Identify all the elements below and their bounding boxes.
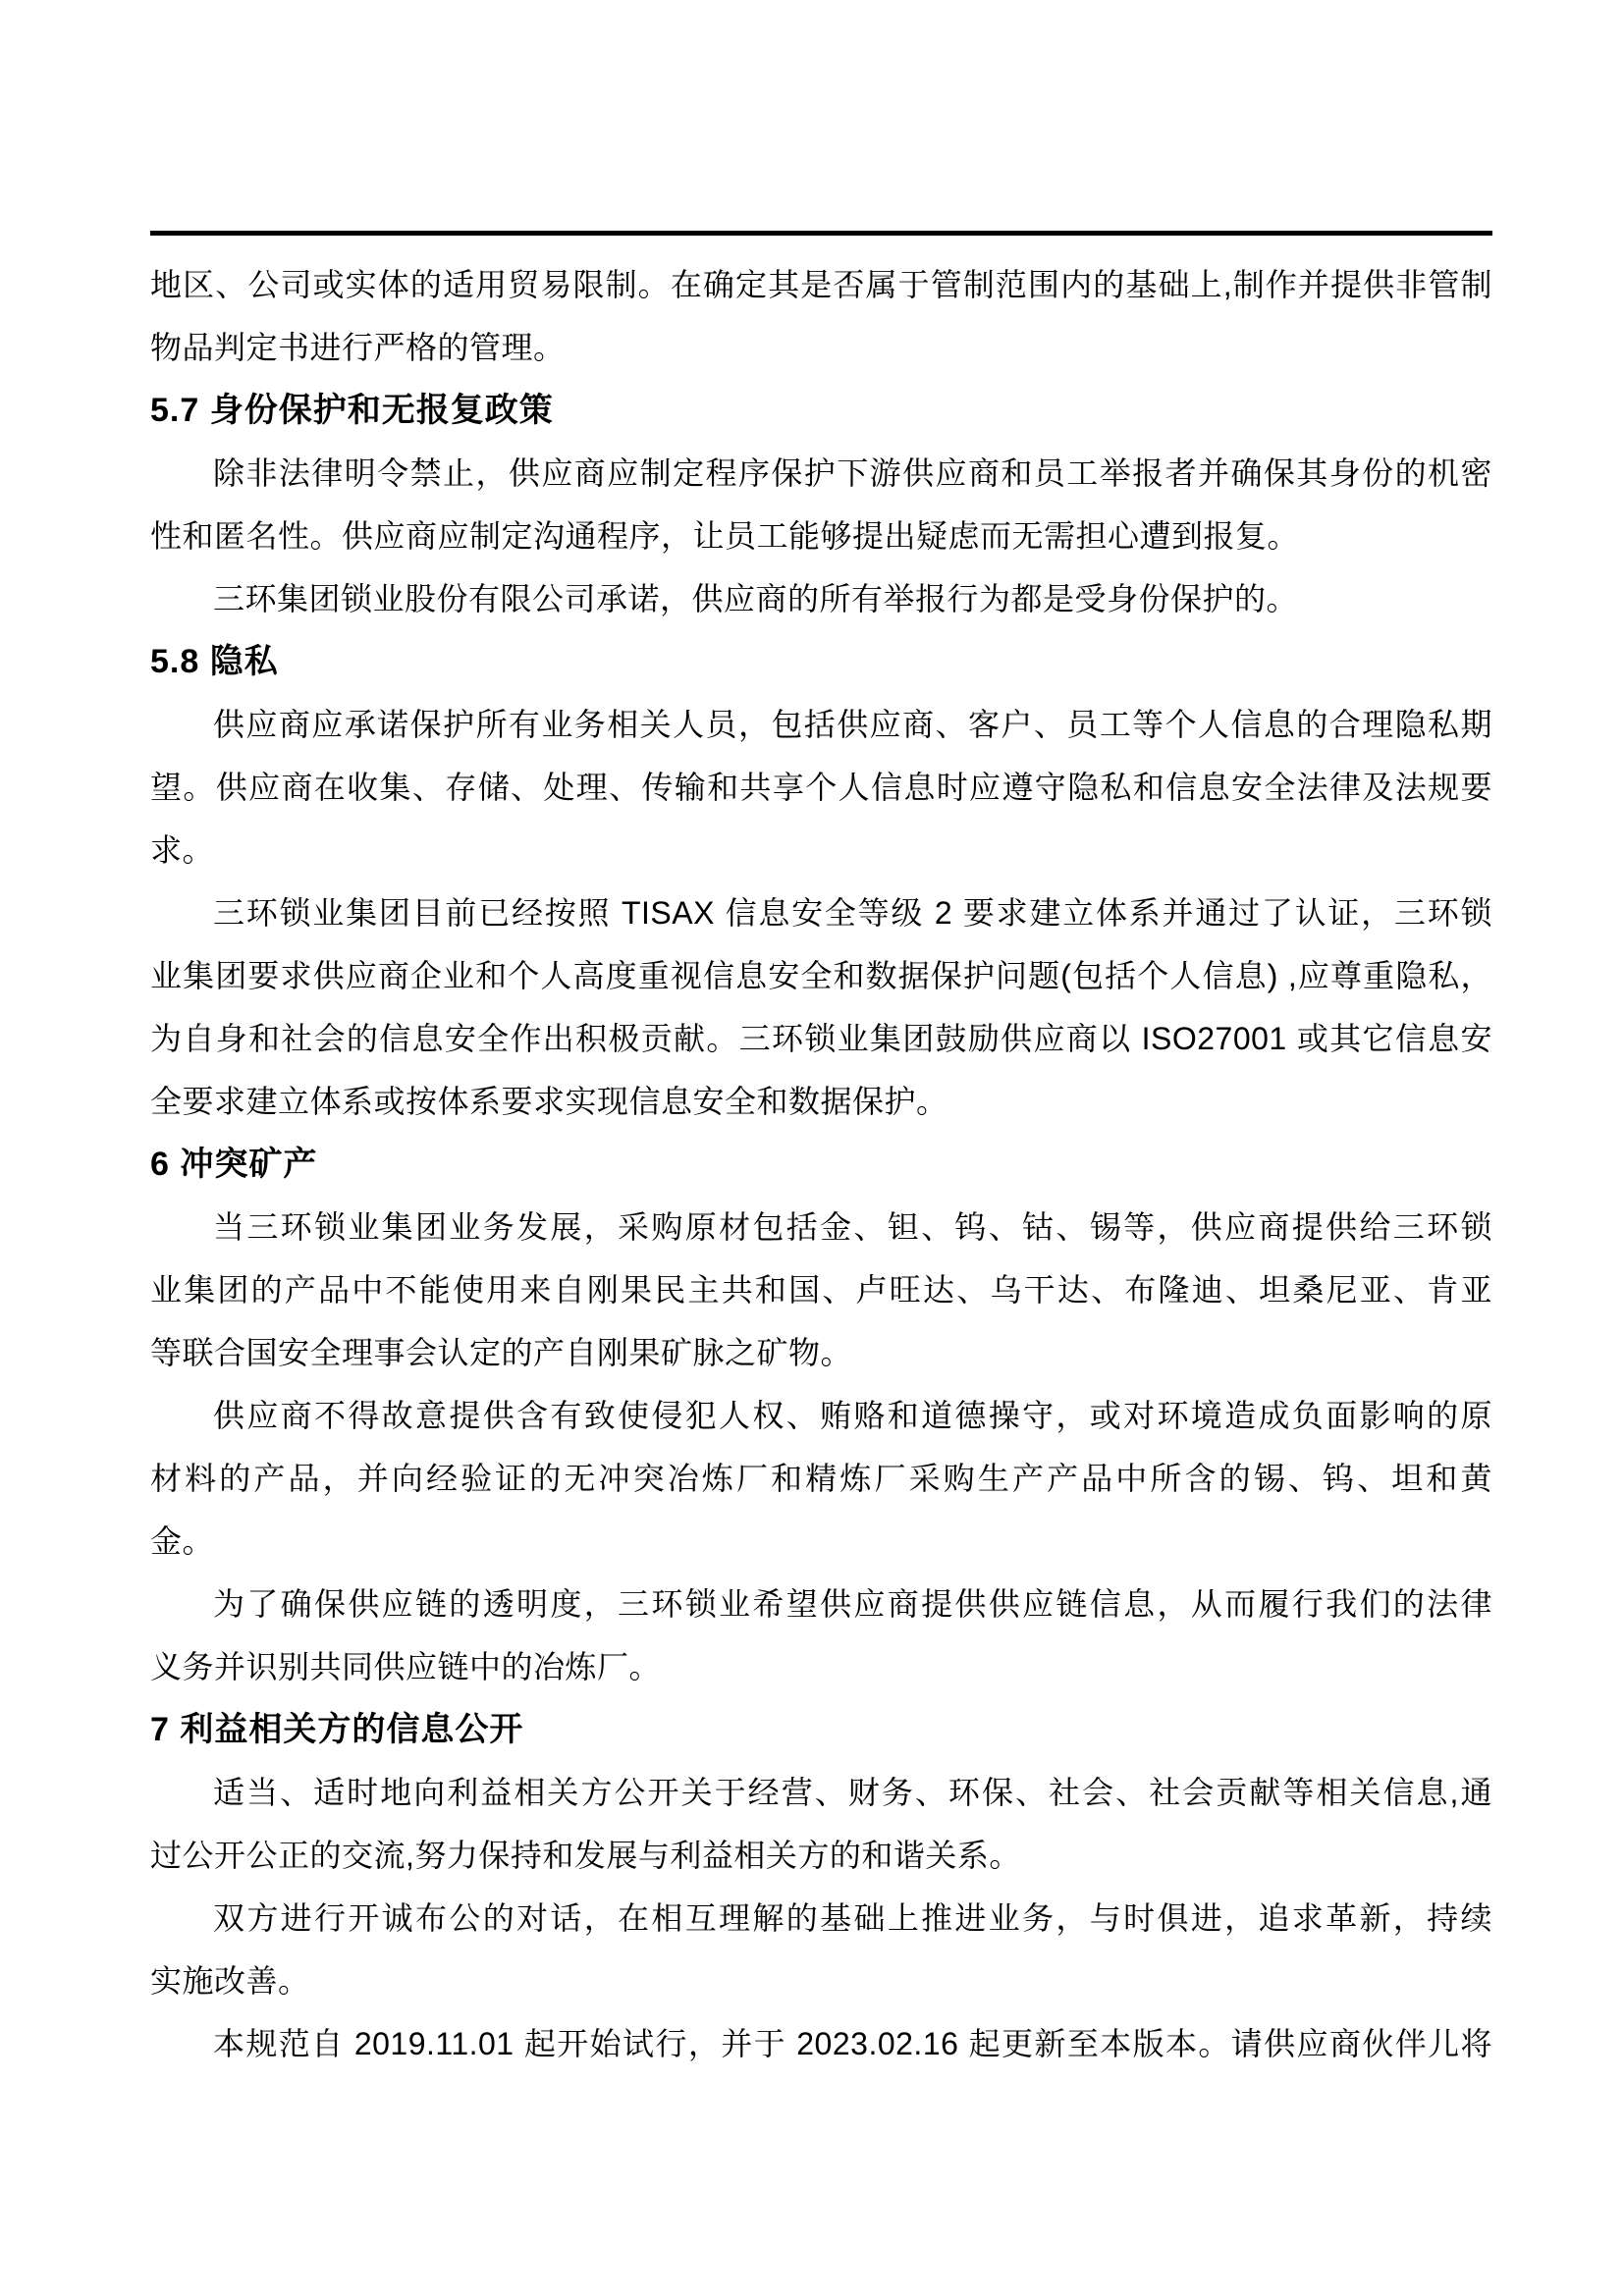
text-line: 本规范自 2019.11.01 起开始试行，并于 2023.02.16 起更新至本版本。请供应商伙伴儿将 [213,2026,1492,2061]
section-heading-6: 6 冲突矿产 [150,1146,318,1183]
section-heading-5-7: 5.7 身份保护和无报复政策 [150,392,554,429]
section-heading-5-8: 5.8 隐私 [150,643,279,680]
header-rule [150,231,1492,236]
text-line: 全要求建立体系或按体系要求实现信息安全和数据保护。 [150,1084,948,1119]
text-line: 性和匿名性。供应商应制定沟通程序，让员工能够提出疑虑而无需担心遭到报复。 [150,518,1300,554]
text-line: 为自身和社会的信息安全作出积极贡献。三环锁业集团鼓励供应商以 ISO27001 或其它信息安 [150,1021,1492,1056]
text-line: 供应商应承诺保护所有业务相关人员，包括供应商、客户、员工等个人信息的合理隐私期 [213,707,1492,742]
text-line: 当三环锁业集团业务发展，采购原材包括金、钽、钨、钴、锡等，供应商提供给三环锁 [213,1209,1492,1245]
text-line: 等联合国安全理事会认定的产自刚果矿脉之矿物。 [150,1335,853,1370]
text-line: 三环集团锁业股份有限公司承诺，供应商的所有举报行为都是受身份保护的。 [213,581,1299,616]
text-line: 为了确保供应链的透明度，三环锁业希望供应商提供供应链信息，从而履行我们的法律 [213,1586,1492,1622]
text-line: 求。 [150,832,215,868]
text-line: 望。供应商在收集、存储、处理、传输和共享个人信息时应遵守隐私和信息安全法律及法规要 [150,770,1492,805]
text-line: 物品判定书进行严格的管理。 [150,330,566,365]
text-line: 业集团的产品中不能使用来自刚果民主共和国、卢旺达、乌干达、布隆迪、坦桑尼亚、肯亚 [150,1272,1492,1308]
text-line: 材料的产品，并向经验证的无冲突冶炼厂和精炼厂采购生产产品中所含的锡、钨、坦和黄 [150,1461,1492,1496]
text-line: 供应商不得故意提供含有致使侵犯人权、贿赂和道德操守，或对环境造成负面影响的原 [213,1398,1492,1433]
text-line: 适当、适时地向利益相关方公开关于经营、财务、环保、社会、社会贡献等相关信息,通 [213,1775,1492,1810]
text-line: 义务并识别共同供应链中的冶炼厂。 [150,1649,662,1684]
section-heading-7: 7 利益相关方的信息公开 [150,1711,524,1748]
text-line: 地区、公司或实体的适用贸易限制。在确定其是否属于管制范围内的基础上,制作并提供非管制 [150,267,1492,302]
text-line: 过公开公正的交流,努力保持和发展与利益相关方的和谐关系。 [150,1838,1021,1873]
text-line: 金。 [150,1523,215,1559]
text-line: 除非法律明令禁止，供应商应制定程序保护下游供应商和员工举报者并确保其身份的机密 [213,455,1492,491]
document-body [150,253,1492,2075]
text-line: 业集团要求供应商企业和个人高度重视信息安全和数据保护问题(包括个人信息) ,应尊重隐私， [150,958,1492,993]
text-line: 三环锁业集团目前已经按照 TISAX 信息安全等级 2 要求建立体系并通过了认证，三环锁 [213,895,1492,931]
text-line: 实施改善。 [150,1963,310,1999]
text-line: 双方进行开诚布公的对话，在相互理解的基础上推进业务，与时俱进，追求革新，持续 [213,1900,1492,1936]
